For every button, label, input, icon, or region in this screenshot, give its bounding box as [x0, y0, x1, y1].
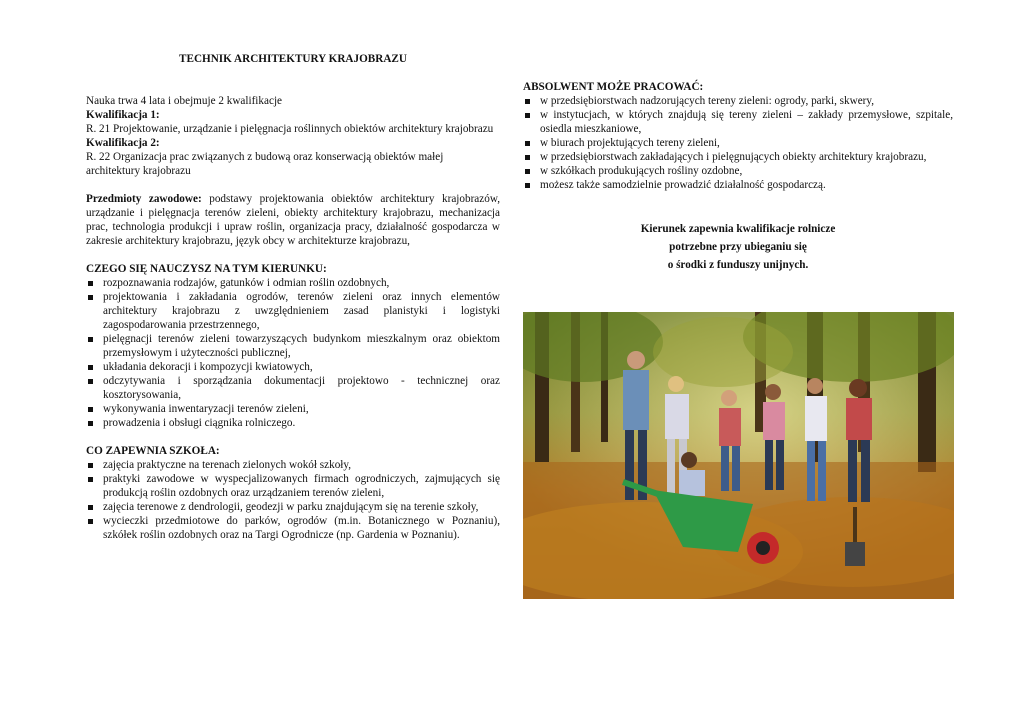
note-line: o środki z funduszy unijnych. [667, 259, 809, 271]
list-item: w instytucjach, w których znajdują się tereny zieleni – zakłady przemysłowe, szpitale, osiedla mieszkaniowe, [523, 108, 953, 136]
qualification-1-label: Kwalifikacja 1: [86, 109, 160, 121]
right-column [523, 80, 953, 274]
list-item: zajęcia praktyczne na terenach zielonych wokół szkoły, [86, 458, 500, 472]
list-item: wykonywania inwentaryzacji terenów zieleni, [86, 402, 500, 416]
learn-heading: CZEGO SIĘ NAUCZYSZ NA TYM KIERUNKU: [86, 263, 327, 275]
school-list [86, 458, 500, 542]
work-heading: ABSOLWENT MOŻE PRACOWAĆ: [523, 81, 704, 93]
school-heading: CO ZAPEWNIA SZKOŁA: [86, 445, 220, 457]
note-line: potrzebne przy ubieganiu się [669, 241, 807, 253]
list-item: w przedsiębiorstwach nadzorujących tereny zieleni: ogrody, parki, skwery, [523, 94, 953, 108]
qualification-1-text: R. 21 Projektowanie, urządzanie i pielęgnacja roślinnych obiektów architektury krajobrazu [86, 123, 494, 135]
list-item: w przedsiębiorstwach zakładających i pielęgnujących obiekty architektury krajobrazu, [523, 150, 953, 164]
qualification-2-text: R. 22 Organizacja prac związanych z budową oraz konserwacją obiektów małej architektury krajobrazu [86, 151, 444, 177]
list-item: odczytywania i sporządzania dokumentacji projektowo - technicznej oraz kosztorysowania, [86, 374, 500, 402]
list-item: w szkółkach produkujących rośliny ozdobne, [523, 164, 953, 178]
work-list [523, 94, 953, 192]
list-item: pielęgnacji terenów zieleni towarzyszących budynkom mieszkalnym oraz obiektom przemysłowym i użyteczności publicznej, [86, 332, 500, 360]
list-item: prowadzenia i obsługi ciągnika rolniczego. [86, 416, 500, 430]
qualification-2-label: Kwalifikacja 2: [86, 137, 160, 149]
list-item: zajęcia terenowe z dendrologii, geodezji w parku znajdującym się na terenie szkoły, [86, 500, 500, 514]
left-column [86, 52, 500, 542]
page-title: TECHNIK ARCHITEKTURY KRAJOBRAZU [179, 53, 407, 65]
list-item: wycieczki przedmiotowe do parków, ogrodów (m.in. Botanicznego w Poznaniu), szkółek roślin ozdobnych oraz na Targi Ogrodnicze (np. Gardenia w Poznaniu). [86, 514, 500, 542]
learn-list [86, 276, 500, 430]
list-item: praktyki zawodowe w wyspecjalizowanych firmach ogrodniczych, zajmujących się produkcją roślin ozdobnych oraz urządzaniem terenów zieleni, [86, 472, 500, 500]
list-item: w biurach projektujących tereny zieleni, [523, 136, 953, 150]
subjects-label: Przedmioty zawodowe: [86, 193, 202, 205]
intro-text: Nauka trwa 4 lata i obejmuje 2 kwalifikacje [86, 95, 283, 107]
note-line: Kierunek zapewnia kwalifikacje rolnicze [640, 223, 836, 235]
list-item: rozpoznawania rodzajów, gatunków i odmian roślin ozdobnych, [86, 276, 500, 290]
eu-funds-note [523, 220, 953, 274]
subjects-text: podstawy projektowania obiektów architektury krajobrazów, urządzanie i pielęgnacja terenów zieleni, obiekty architektury krajobrazu, mechanizacja prac, technologia produkcji i upraw roślin, organizacja pracy, działalność gospodarcza w zakresie architektury krajobrazu, język obcy w architekturze krajobrazu, [86, 193, 500, 247]
list-item: możesz także samodzielnie prowadzić działalność gospodarczą. [523, 178, 953, 192]
list-item: układania dekoracji i kompozycji kwiatowych, [86, 360, 500, 374]
list-item: projektowania i zakładania ogrodów, terenów zieleni oraz innych elementów architektury krajobrazu z uwzględnieniem zasad planistyki i logistyki zagospodarowania przestrzennego, [86, 290, 500, 332]
students-garden-photo [523, 312, 954, 599]
subjects-paragraph [86, 192, 500, 248]
